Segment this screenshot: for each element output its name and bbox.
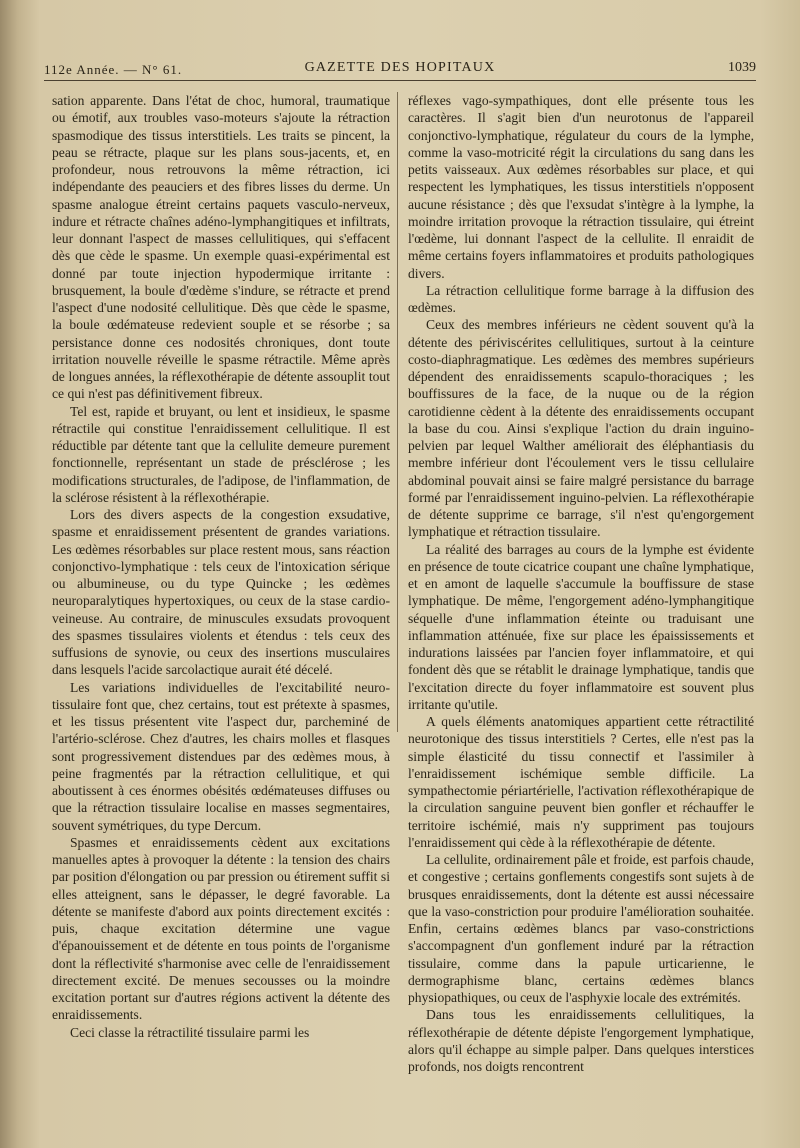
page-header <box>44 58 756 81</box>
paragraph: Ceux des membres inférieurs ne cèdent souvent qu'à la détente des périviscérites cellulitiques, surtout à la ceinture costo-diaphragmatique. Les œdèmes des membres supérieurs dépendent des enraidissements scapulo-thoraciques ; les bouffissures de la face, de la nuque ou de la région carotidienne cèdent à la détente des enraidissements occupant la base du cou. Ainsi s'explique l'action du drain inguino-pelvien par lequel Walther améliorait des éléphantiasis du membre inférieur dont l'écoulement vers le tissu cellulaire abdominal pouvait ainsi se faire malgré persistance du barrage formé par l'enraidissement inguino-pelvien. La réflexothérapie de détente supprime ce barrage, s'il n'est qu'engorgement lymphatique et rétraction tissulaire. <box>408 317 754 540</box>
paragraph: La réalité des barrages au cours de la lymphe est évidente en présence de toute cicatrice coupant une chaîne lymphatique, et en amont de laquelle s'accumule la bouffissure de stase lymphatique. De même, l'engorgement adéno-lymphangitique séquelle d'une inflammation éteinte ou traduisant une inflammation atténuée, fixe sur place les épaississements et indurations laissées par l'ancien foyer inflammatoire, et qui fondent dès que se rétablit le drainage lymphatique, tandis que l'excitation directe du foyer inflammatoire est souvent plus irritante qu'utile. <box>408 541 754 712</box>
paragraph: Spasmes et enraidissements cèdent aux excitations manuelles aptes à provoquer la détente : la tension des chairs par position d'élongation ou par pression ou étirement suffit si elles atteignent, sans le dépasser, le degré favorable. La détente se manifeste d'abord aux points directement excités : puis, chaque excitation détermine une vague d'épanouissement et de détente en tous points de l'organisme dont la réflectivité s'harmonise avec celle de l'enraidissement directement excité. De menues secousses ou la moindre excitation portant sur d'autres régions activent la détente des enraidissements. <box>52 834 390 1023</box>
journal-title: GAZETTE DES HOPITAUX <box>304 60 496 75</box>
paragraph: Les variations individuelles de l'excitabilité neuro-tissulaire font que, chez certains, tout est prétexte à spasmes, et les tissus présentent vite l'aspect dur, parcheminé de l'artério-sclérose. Chez d'autres, les chairs molles et flasques sont progressivement distendues par des œdèmes mous, à peine fragmentés par la rétraction cellulitique, et qui aboutissent à ces énormes obésités œdémateuses diffuses ou que la rétraction tissulaire localise en masses segmentaires, souvent symétriques, du type Dercum. <box>52 679 390 833</box>
paragraph: réflexes vago-sympathiques, dont elle présente tous les caractères. Il s'agit bien d'un neurotonus de l'appareil conjonctivo-lymphatique, régulateur du cours de la lymphe, comme la vaso-motricité régit la circulations du sang dans les petits vaisseaux. Aux œdèmes résorbables sur place, et qui respectent les lymphatiques, les tissus interstitiels n'opposent aucune résistance ; dès que l'exsudat s'intègre à la lymphe, la moindre irritation provoque la rétraction tissulaire, qui étreint l'œdème, lui donnant l'aspect de la cellulite. Il enraidit de même certains foyers inflammatoires et produits pathologiques divers. <box>408 93 754 281</box>
paragraph: A quels éléments anatomiques appartient cette rétractilité neurotonique des tissus interstitiels ? Certes, elle n'est pas la simple élasticité du tissu connectif et l'assimiler à l'enraidissement ischémique semble difficile. La sympathectomie périartérielle, l'activation réflexothérapique de la circulation sanguine peuvent bien gonfler et réchauffer le territoire ischémié, mais n'y suppriment pas toujours l'enraidissement qui cède à la réflexothérapie de détente. <box>408 714 754 850</box>
paragraph: La cellulite, ordinairement pâle et froide, est parfois chaude, et congestive ; certains gonflements congestifs sont sujets à de brusques enraidissements, dont la détente est aussi nécessaire que la vaso-constriction pour produire l'amélioration souhaitée. Enfin, certains œdèmes blancs par vaso-constrictions s'accompagnent d'un gonflement induré par la rétraction tissulaire, comme dans la papule urticarienne, le dermographisme blanc, certains œdèmes blancs physiopathiques, ou ceux de l'asphyxie locale des extrémités. <box>408 852 754 1005</box>
paragraph: Ceci classe la rétractilité tissulaire parmi les <box>70 1024 310 1040</box>
left-column <box>52 92 390 1132</box>
paragraph: sation apparente. Dans l'état de choc, humoral, traumatique ou émotif, aux troubles vaso-moteurs s'ajoute la rétraction spasmodique des tissus interstitiels. Les traits se pincent, la peau se rétracte, plaque sur les plans sous-jacents, et, en profondeur, nous retrouvons la même rétraction, ici indépendante des peauciers et des fibres lisses du derme. Un spasme analogue étreint certains paquets vasculo-nerveux, indure et rétracte chaînes adéno-lymphangitiques et infiltrats, leur donnant l'aspect de masses cellulitiques, qui s'effacent dès que cède le spasme. Un exemple quasi-expérimental est donné par toute injection hypodermique irritante : brusquement, la boule d'œdème s'indure, se rétracte et prend l'aspect d'une nodosité cellulitique. Dès que cède le spasme, la boule œdémateuse redevient souple et se résorbe ; sa persistance donne ces nodosités chroniques, dont toute irritation nouvelle réveille le spasme rétractile. Même après de longues années, la réflexothérapie de détente assouplit tout ce qui n'est pas définitivement fibreux. <box>52 93 390 402</box>
paragraph: Dans tous les enraidissements cellulitiques, la réflexothérapie de détente dépiste l'engorgement lymphatique, alors qu'il échappe au simple palper. Dans quelques interstices profonds, nos doigts rencontrent <box>408 1007 754 1074</box>
page-number: 1039 <box>728 60 756 75</box>
paragraph: La rétraction cellulitique forme barrage à la diffusion des œdèmes. <box>408 282 754 315</box>
paragraph: Tel est, rapide et bruyant, ou lent et insidieux, le spasme rétractile qui constitue l'enraidissement cellulitique. Il est réductible par détente tant que la cellulite demeure purement fonctionnelle, représentant un stade de présclérose ; les modifications structurales, de l'adipose, de l'inflammation, de la sclérose résistent à la réflexothérapie. <box>52 403 390 505</box>
issue-number: 112e Année. — N° 61. <box>44 62 183 77</box>
column-divider <box>397 92 398 732</box>
right-column <box>408 92 754 1132</box>
paragraph: Lors des divers aspects de la congestion exsudative, spasme et enraidissement présentent de grandes variations. Les œdèmes résorbables sur place restent mous, sans réaction conjonctivo-lymphatique : tels ceux de l'intoxication sérique ou albumineuse, ou du type Quincke ; les œdèmes neuroparalytiques hypertoxiques, ou ceux de la stase cardio-veineuse. Au contraire, de minuscules exsudats provoquent des spasmes tissulaires violents et étendus : tels ceux des suffusions de synovie, ou ceux des insertions musculaires dans lesquels l'acide sarcolactique aurait été décelé. <box>52 507 390 678</box>
